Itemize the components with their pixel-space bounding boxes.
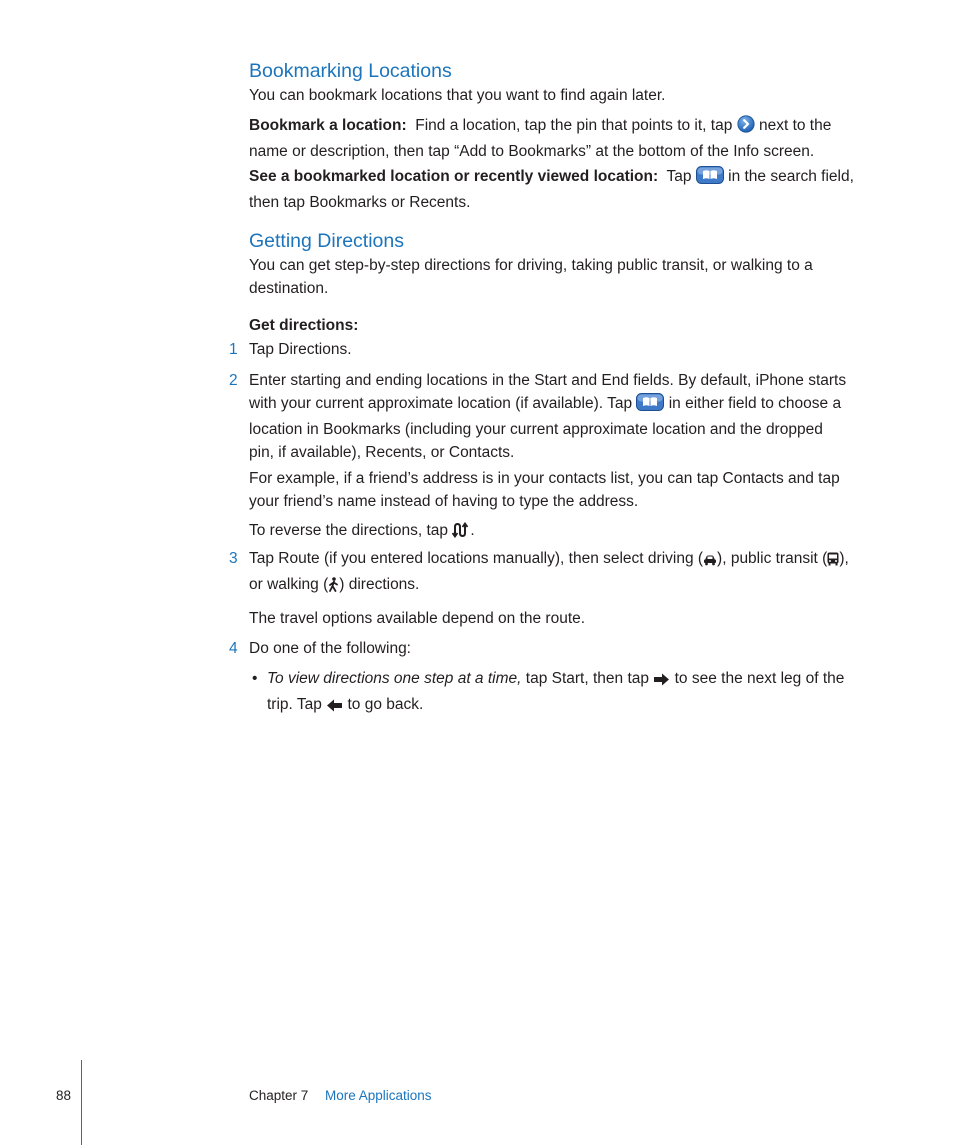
step-number-1: 1 <box>229 341 238 358</box>
footer-chapter-label: Chapter 7 <box>249 1088 309 1103</box>
footer-divider <box>81 1060 82 1145</box>
step-number-2: 2 <box>229 372 238 389</box>
see-bookmarked-paragraph <box>249 165 879 214</box>
right-arrow-icon <box>653 670 670 693</box>
bookmarks-icon <box>636 393 664 418</box>
bullet-text-c: trip. Tap <box>267 696 322 713</box>
car-icon <box>703 550 717 573</box>
see-bookmarked-text-2: in the search field, <box>728 168 854 185</box>
directions-intro-line2: destination. <box>249 280 329 297</box>
get-directions-label: Get directions: <box>249 317 359 334</box>
footer-chapter-title: More Applications <box>325 1088 432 1103</box>
bookmark-location-text-3: name or description, then tap “Add to Bookmarks” at the bottom of the Info screen. <box>249 143 815 160</box>
step-4-bullet-text <box>267 667 877 719</box>
bookmarks-icon <box>696 166 724 191</box>
step-2-line1: Enter starting and ending locations in the Start and End fields. By default, iPhone starts <box>249 372 847 389</box>
see-bookmarked-text-3: then tap Bookmarks or Recents. <box>249 194 471 211</box>
section-heading-bookmarking: Bookmarking Locations <box>249 60 452 82</box>
step-2-example <box>249 467 879 513</box>
step-number-3: 3 <box>229 550 238 567</box>
step-2-example-line1: For example, if a friend’s address is in your contacts list, you can tap Contacts and tap <box>249 470 840 487</box>
step-2-line3: location in Bookmarks (including your current approximate location and the dropped <box>249 421 823 438</box>
step-2-line2a: with your current approximate location (if available). Tap <box>249 395 633 412</box>
info-disclosure-icon <box>737 115 755 140</box>
step-2-line2b: in either field to choose a <box>668 395 842 412</box>
bookmark-location-label: Bookmark a location: <box>249 117 407 134</box>
step-1-text: Tap Directions. <box>249 341 352 358</box>
bullet-text-b: to see the next leg of the <box>674 670 845 687</box>
bookmark-location-text: Find a location, tap the pin that points to it, tap <box>415 117 733 134</box>
directions-intro <box>249 254 879 300</box>
section-heading-directions: Getting Directions <box>249 230 404 252</box>
see-bookmarked-label: See a bookmarked location or recently viewed location: <box>249 168 659 185</box>
see-bookmarked-text: Tap <box>666 168 692 185</box>
bookmarking-intro: You can bookmark locations that you want to find again later. <box>249 87 666 104</box>
step-3-note: The travel options available depend on the route. <box>249 610 586 627</box>
reverse-directions-text <box>249 519 879 545</box>
page-number: 88 <box>56 1088 72 1103</box>
step-3-line1c: ), <box>839 550 849 567</box>
bullet-italic-text: To view directions one step at a time, <box>267 670 522 687</box>
reverse-text: To reverse the directions, tap <box>249 522 449 539</box>
bookmark-location-text-2: next to the <box>758 117 832 134</box>
step-2-line4: pin, if available), Recents, or Contacts. <box>249 444 515 461</box>
bus-icon <box>827 550 839 573</box>
bookmark-location-paragraph <box>249 114 879 163</box>
reverse-directions-icon <box>452 522 470 545</box>
directions-intro-line1: You can get step-by-step directions for driving, taking public transit, or walking to a <box>249 257 813 274</box>
step-2-example-line2: your friend’s name instead of having to type the address. <box>249 493 639 510</box>
bullet-marker: • <box>252 670 258 687</box>
step-3-line2b: ) directions. <box>339 576 420 593</box>
step-number-4: 4 <box>229 640 238 657</box>
step-2-text <box>249 369 879 464</box>
step-3-text <box>249 547 879 599</box>
step-3-line1b: ), public transit ( <box>717 550 828 567</box>
step-4-text: Do one of the following: <box>249 640 411 657</box>
step-3-line1a: Tap Route (if you entered locations manually), then select driving ( <box>249 550 704 567</box>
left-arrow-icon <box>326 696 343 719</box>
reverse-text-end: . <box>470 522 475 539</box>
step-3-line2a: or walking ( <box>249 576 329 593</box>
bullet-text-a: tap Start, then tap <box>525 670 649 687</box>
walking-icon <box>328 576 339 599</box>
bullet-text-d: to go back. <box>347 696 424 713</box>
